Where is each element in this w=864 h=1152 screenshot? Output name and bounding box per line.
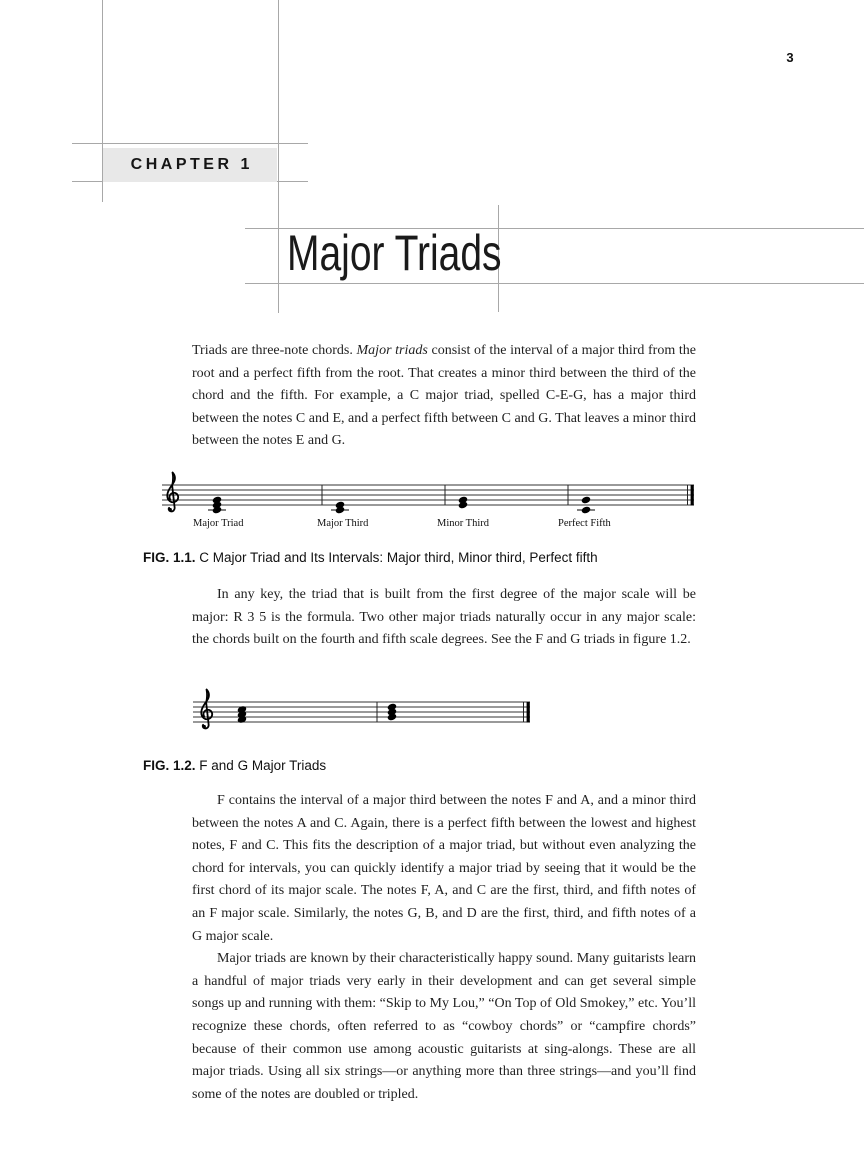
chord-minor-third xyxy=(458,496,468,510)
measure-label-major-third: Major Third xyxy=(317,518,369,529)
measure-label-major-triad: Major Triad xyxy=(193,518,244,529)
paragraph-3: F contains the interval of a major third between the notes F and A, and a minor third between the notes A and C. Again, there is a perfect fifth between the lowest and highest notes, F and C. This fits the description of a major triad, but without even analyzing the chord for intervals, you can quickly identify a major triad by seeing that it would be the first chord of its major scale. The notes F, A, and C are the first, third, and fifth notes of an F major scale. Similarly, the notes G, B, and D are the first, third, and fifth notes of a G major scale. xyxy=(192,793,696,944)
measure-label-minor-third: Minor Third xyxy=(437,518,490,529)
figure-caption-1-2-text: F and G Major Triads xyxy=(199,758,327,773)
rule-vertical-mid xyxy=(278,0,279,313)
paragraph-1 xyxy=(192,340,696,453)
paragraph-1-pre: Triads are three-note chords. xyxy=(192,343,357,358)
music-staff-figure-1-1 xyxy=(156,466,700,536)
page-number: 3 xyxy=(786,50,794,65)
paragraph-1-post: consist of the interval of a major third from the root and a perfect fifth from the root. That creates a minor third between the third of the chord and the fifth. For example, a C major triad, spelled C-E-G, has a major third between the notes C and E, and a perfect fifth between C and G. That leaves a minor third between the notes E and G. xyxy=(192,343,696,449)
figure-caption-1-1 xyxy=(143,550,743,565)
figure-caption-1-1-label: FIG. 1.1. xyxy=(143,550,196,565)
page-title: Major Triads xyxy=(287,225,502,281)
chord-f-major-triad xyxy=(237,705,247,724)
figure-caption-1-1-text: C Major Triad and Its Intervals: Major third, Minor third, Perfect fifth xyxy=(199,550,598,565)
chord-g-major-triad xyxy=(387,703,397,722)
treble-clef-icon xyxy=(201,690,212,729)
paragraph-2: In any key, the triad that is built from the first degree of the major scale will be major: R 3 5 is the formula. Two other major triads naturally occur in any major scale: the chords built on the fourth and fifth scale degrees. See the F and G triads in figure 1.2. xyxy=(192,587,696,648)
chord-major-third xyxy=(331,501,349,515)
figure-caption-1-2-label: FIG. 1.2. xyxy=(143,758,196,773)
music-staff-figure-1-2 xyxy=(188,686,536,748)
paragraph-1-italic: Major triads xyxy=(356,343,428,358)
paragraph-4: Major triads are known by their characteristically happy sound. Many guitarists learn a handful of major triads very early in their development and can get several simple songs up and running with them: “Skip to My Lou,” “On Top of Old Smokey,” etc. You’ll recognize these chords, often referred to as “cowboy chords” or “campfire chords” because of their common use among acoustic guitarists at sing-alongs. These are all major triads. Using all six strings—or anything more than three strings—and you’ll find some of the notes are doubled or tripled. xyxy=(192,951,696,1102)
treble-clef-icon xyxy=(167,473,178,512)
chapter-label: CHAPTER 1 xyxy=(130,156,253,173)
figure-caption-1-2 xyxy=(143,758,743,773)
rule-title-bottom xyxy=(245,283,864,284)
paragraph-3-4 xyxy=(192,790,696,1106)
measure-label-perfect-fifth: Perfect Fifth xyxy=(558,518,611,529)
chapter-heading xyxy=(103,148,277,182)
rule-chapter-top xyxy=(72,143,308,144)
